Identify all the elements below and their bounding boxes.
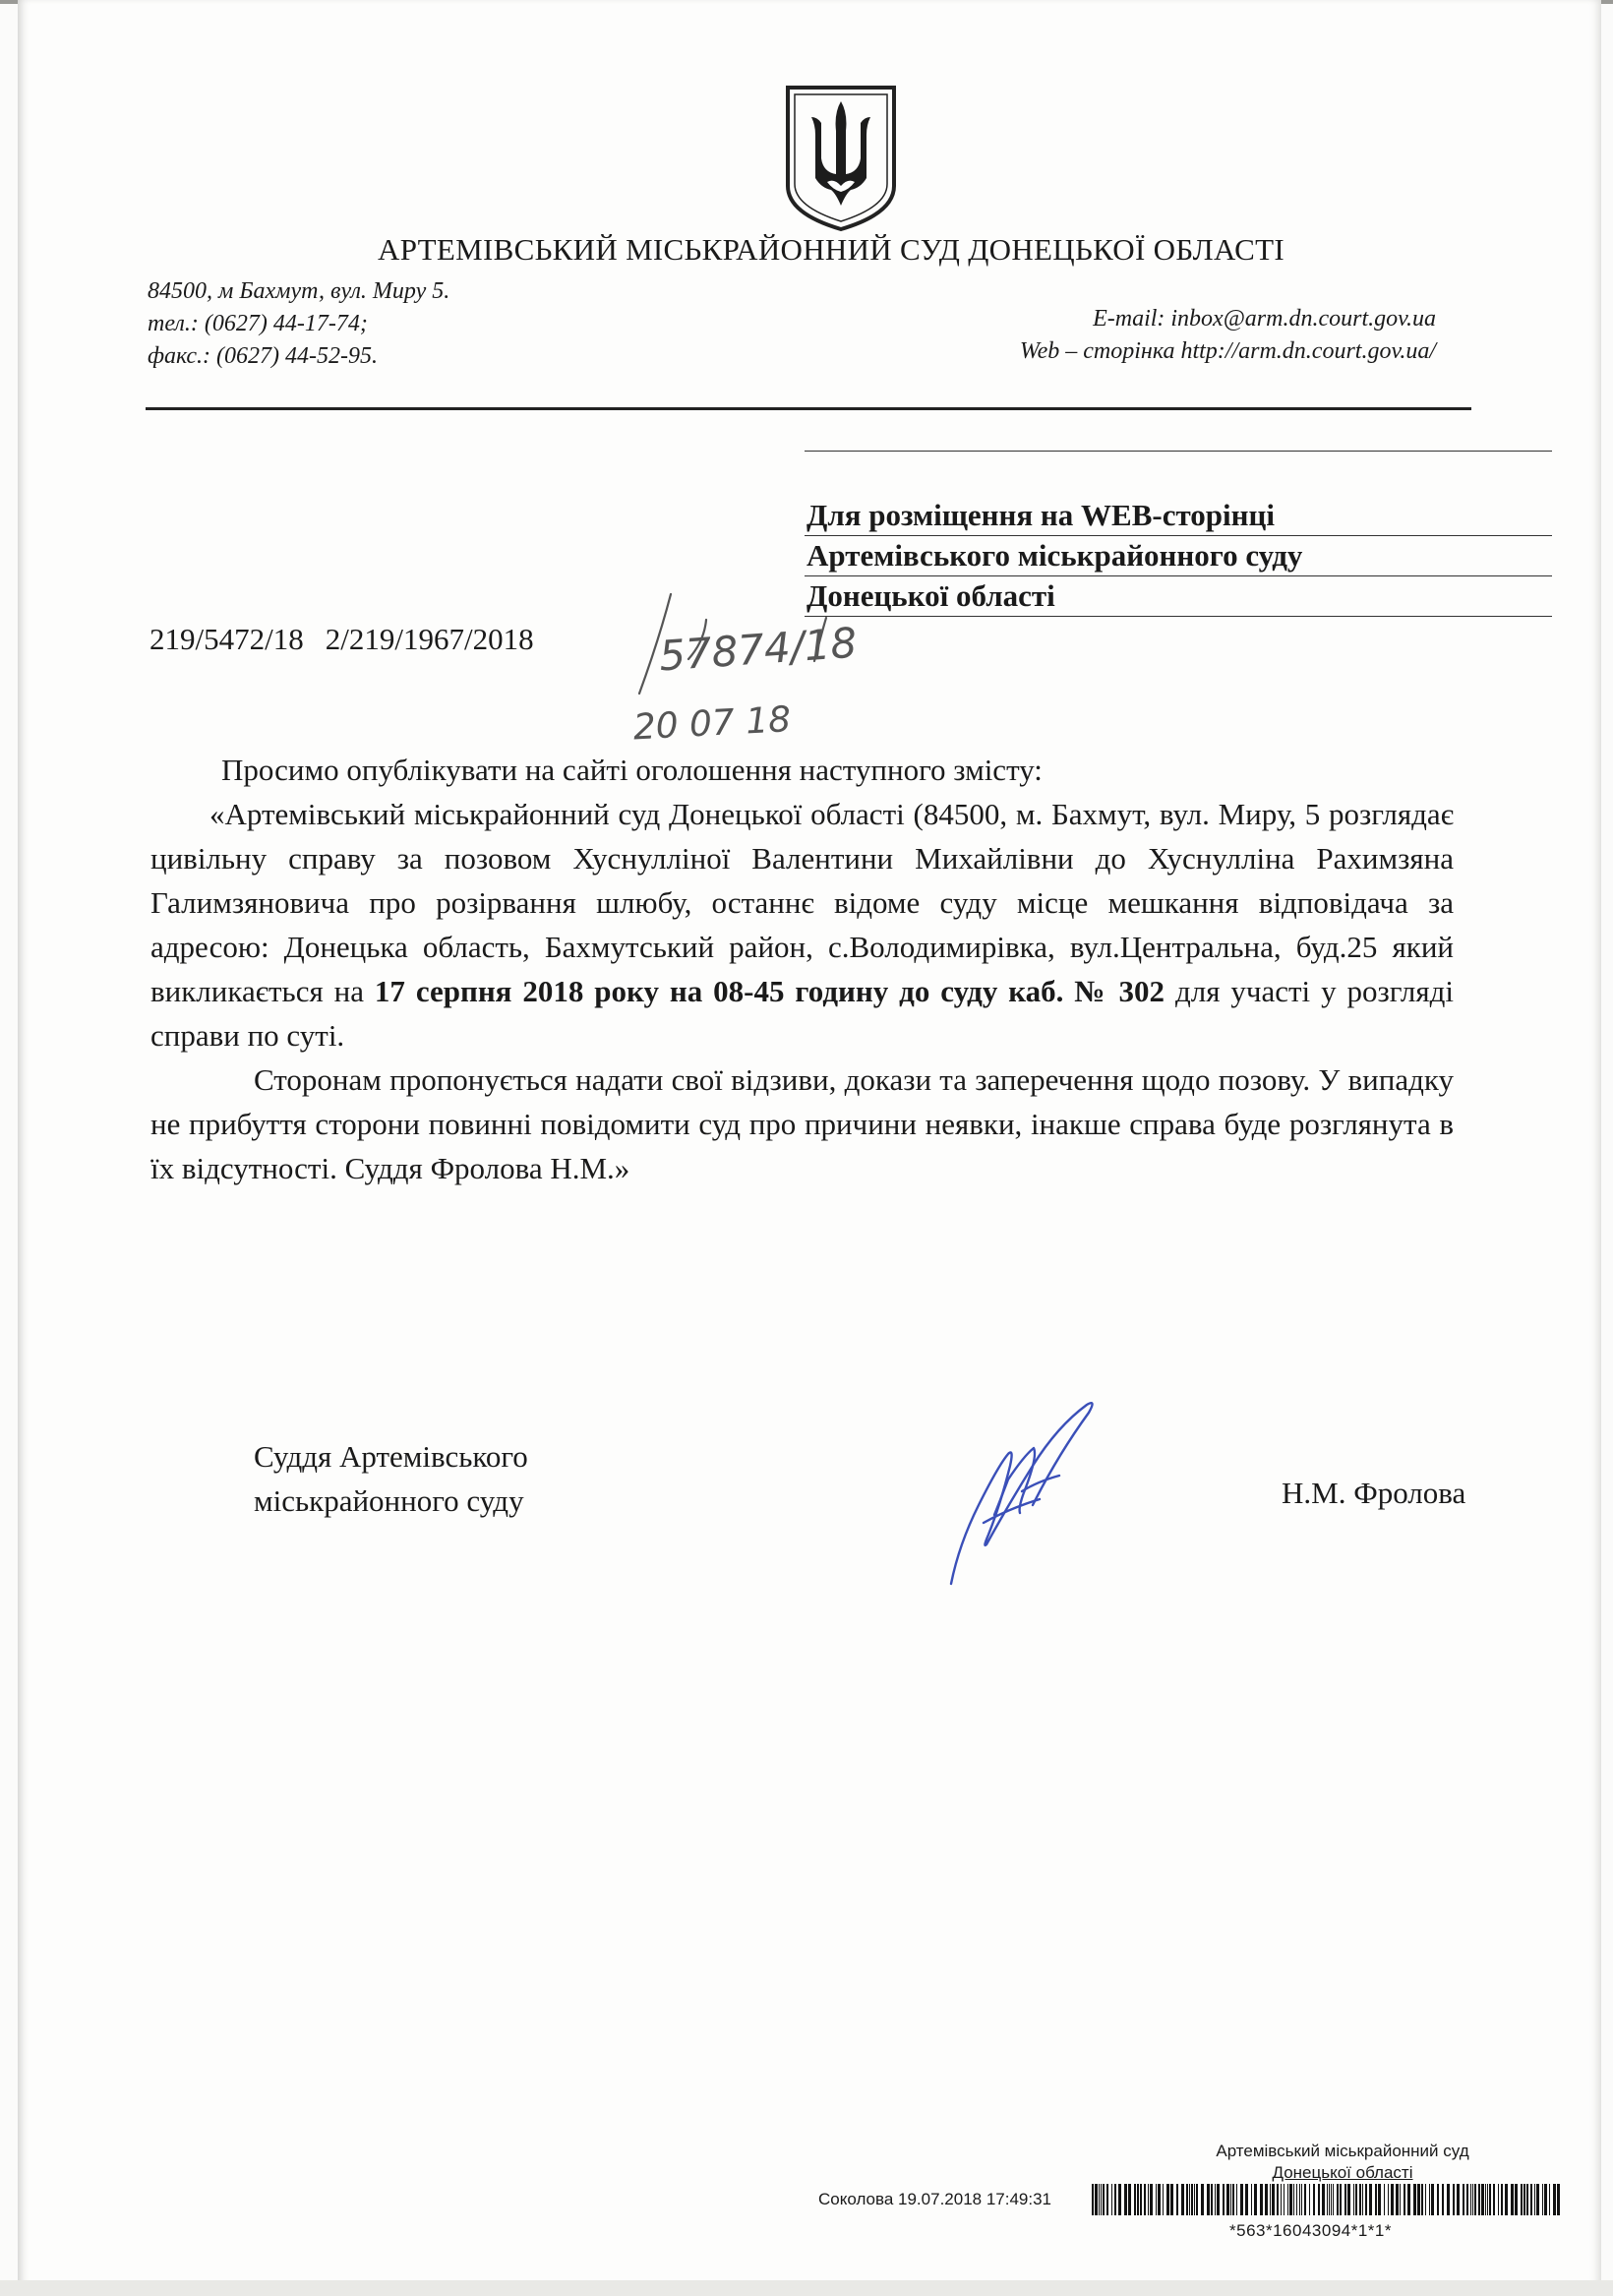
court-title: АРТЕМІВСЬКИЙ МІСЬКРАЙОННИЙ СУД ДОНЕЦЬКОЇ ОБЛАСТІ (378, 232, 1284, 267)
registration-org (1190, 2141, 1495, 2184)
announcement-body (150, 748, 1454, 1190)
handwritten-registration-mark (620, 590, 875, 757)
recipient-line-1: Для розміщення на WEB-сторінці (805, 496, 1552, 536)
barcode-icon (1092, 2184, 1564, 2215)
court-address: 84500, м Бахмут, вул. Миру 5. (148, 278, 450, 304)
body-paragraph-1 (150, 792, 1454, 1057)
court-phone: тел.: (0627) 44-17-74; (148, 311, 368, 336)
recipient-line-3: Донецької області (805, 576, 1552, 617)
barcode-text: *563*16043094*1*1* (1229, 2221, 1392, 2240)
body-paragraph-2: Сторонам пропонується надати свої відзиви, докази та заперечення щодо позову. У випадку не прибуття сторони повинні повідомити суд про причини неявки, інакше справа буде розглянута в їх відсутності. Суддя Фролова Н.М.» (150, 1062, 1454, 1185)
body-intro: Просимо опублікувати на сайті оголошення наступного змісту: (221, 753, 1043, 787)
court-website: Web – сторінка http://arm.dn.court.gov.ua/ (1019, 338, 1436, 364)
registration-org-line-1: Артемівський міськрайонний суд (1216, 2142, 1469, 2160)
signer-position (254, 1434, 528, 1523)
case-numbers (149, 622, 534, 657)
registration-stamp (806, 2141, 1574, 2278)
recipient-line-2: Артемівського міськрайонного суду (805, 536, 1552, 576)
recipient-blank-line (805, 451, 1552, 452)
paragraph-1-text: «Артемівський міськрайонний суд Донецької області (84500, м. Бахмут, вул. Миру, 5 розглядає цивільну справу за позовом Хуснулліної Валентини Михайлівни до Хуснулліна Рахимзяна Галимзяновича про розірвання шлюбу, останнє відоме суду місце мешкання відповідача за адресою: Донецька область, Бахмутський район, с.Володимирівка, вул.Центральна, буд.25 який викликається на (150, 797, 1454, 1008)
handwritten-signature-icon (939, 1397, 1116, 1594)
registration-timestamp: Соколова 19.07.2018 17:49:31 (818, 2190, 1052, 2208)
case-number-2: 2/219/1967/2018 (325, 622, 534, 656)
recipient-block (805, 451, 1552, 617)
court-contacts-left (148, 275, 449, 373)
trident-emblem-icon (782, 84, 900, 233)
header-divider (146, 407, 1471, 410)
scan-bottom-edge (0, 2280, 1613, 2296)
case-number-1: 219/5472/18 (149, 622, 304, 656)
signer-position-line-2: міськрайонного суду (254, 1483, 524, 1518)
registration-org-line-2: Донецької області (1272, 2163, 1413, 2182)
handwritten-number: 57874/18 (657, 618, 859, 681)
court-contacts-right (1020, 303, 1436, 368)
signer-name: Н.М. Фролова (1282, 1476, 1466, 1510)
hearing-datetime: 17 серпня 2018 року на 08-45 годину до суду каб. № 302 (374, 974, 1165, 1008)
court-email: E-mail: inbox@arm.dn.court.gov.ua (1093, 306, 1436, 332)
paragraph-1-end: для участі у розгляді справи по суті. (150, 974, 1454, 1053)
handwritten-date: 20 07 18 (631, 699, 793, 749)
signer-position-line-1: Суддя Артемівського (254, 1439, 528, 1474)
court-fax: факс.: (0627) 44-52-95. (148, 343, 378, 369)
